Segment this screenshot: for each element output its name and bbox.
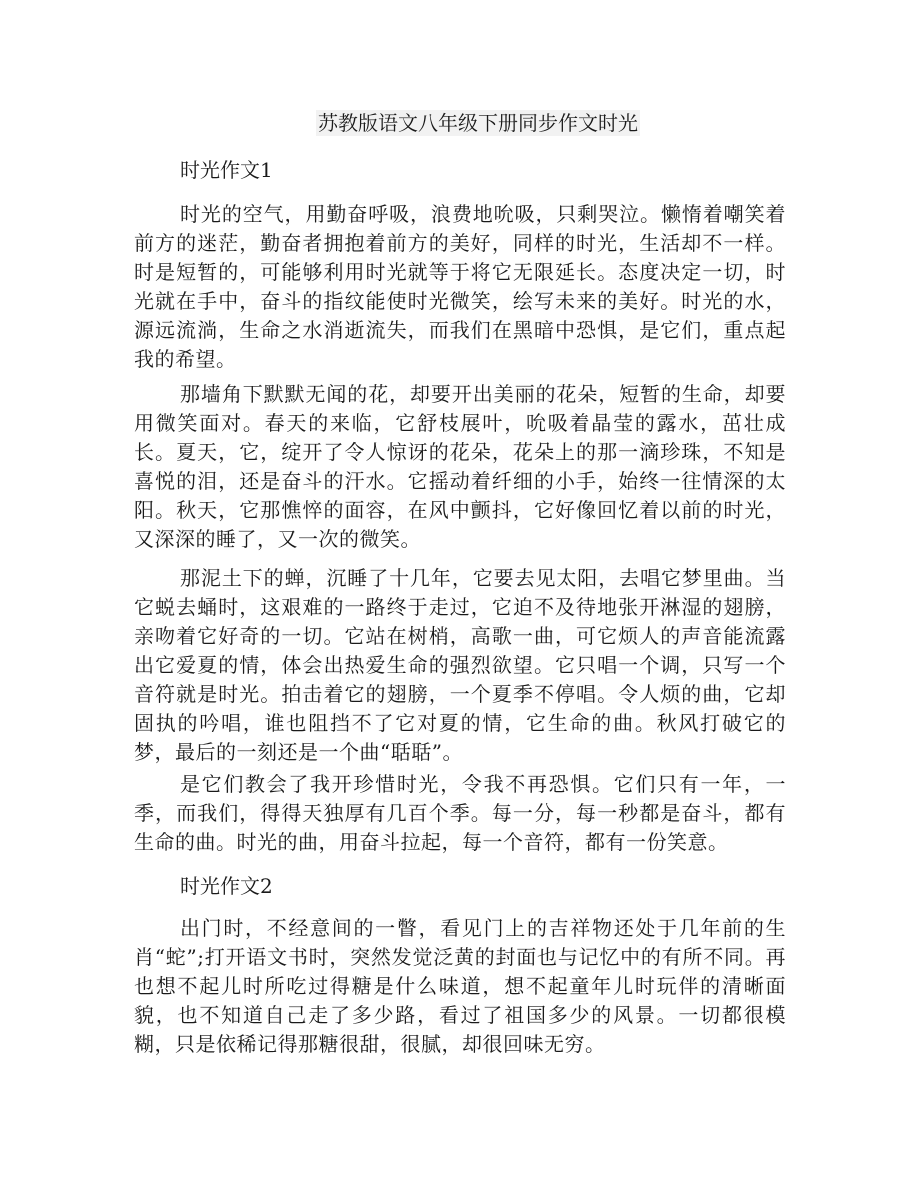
paragraph: 是它们教会了我开珍惜时光，令我不再恐惧。它们只有一年，一季，而我们，得得天独厚有几百个季。每一分，每一秒都是奋斗，都有生命的曲。时光的曲，用奋斗拉起，每一个音符，都有一份笑意。 bbox=[134, 772, 786, 854]
section-heading-2: 时光作文2 bbox=[180, 874, 273, 898]
paragraph: 那泥土下的蝉，沉睡了十几年，它要去见太阳，去唱它梦里曲。当它蜕去蛹时，这艰难的一路终于走过，它迫不及待地张开淋湿的翅膀，亲吻着它好奇的一切。它站在树梢，高歌一曲，可它烦人的声音能流露出它爱夏的情，体会出热爱生命的强烈欲望。它只唱一个调，只写一个音符就是时光。拍击着它的翅膀，一个夏季不停唱。令人烦的曲，它却固执的吟唱，谁也阻挡不了它对夏的情，它生命的曲。秋风打破它的梦，最后的一刻还是一个曲“聒聒”。 bbox=[134, 566, 786, 764]
paragraph: 那墙角下默默无闻的花，却要开出美丽的花朵，短暂的生命，却要用微笑面对。春天的来临，它舒枝展叶，吮吸着晶莹的露水，茁壮成长。夏天，它，绽开了令人惊讶的花朵，花朵上的那一滴珍珠，不知是喜悦的泪，还是奋斗的汗水。它摇动着纤细的小手，始终一往情深的太阳。秋天，它那憔悴的面容，在风中颤抖，它好像回忆着以前的时光，又深深的睡了，又一次的微笑。 bbox=[134, 382, 786, 551]
paragraph: 时光的空气，用勤奋呼吸，浪费地吮吸，只剩哭泣。懒惰着嘲笑着前方的迷茫，勤奋者拥抱着前方的美好，同样的时光，生活却不一样。时是短暂的，可能够利用时光就等于将它无限延长。态度决定一切，时光就在手中，奋斗的指纹能使时光微笑，绘写未来的美好。时光的水，源远流淌，生命之水消逝流失，而我们在黑暗中恐惧，是它们，重点起我的希望。 bbox=[134, 202, 786, 371]
document-title: 苏教版语文八年级下册同步作文时光 bbox=[318, 111, 638, 135]
paragraph: 出门时，不经意间的一瞥，看见门上的吉祥物还处于几年前的生肖“蛇”;打开语文书时，突然发觉泛黄的封面也与记忆中的有所不同。再也想不起儿时所吃过得糖是什么味道，想不起童年儿时玩伴的清晰面貌，也不知道自己走了多少路，看过了祖国多少的风景。一切都很模糊，只是依稀记得那糖很甜，很腻，却很回味无穷。 bbox=[134, 916, 786, 1056]
section-heading-1: 时光作文1 bbox=[180, 158, 273, 182]
